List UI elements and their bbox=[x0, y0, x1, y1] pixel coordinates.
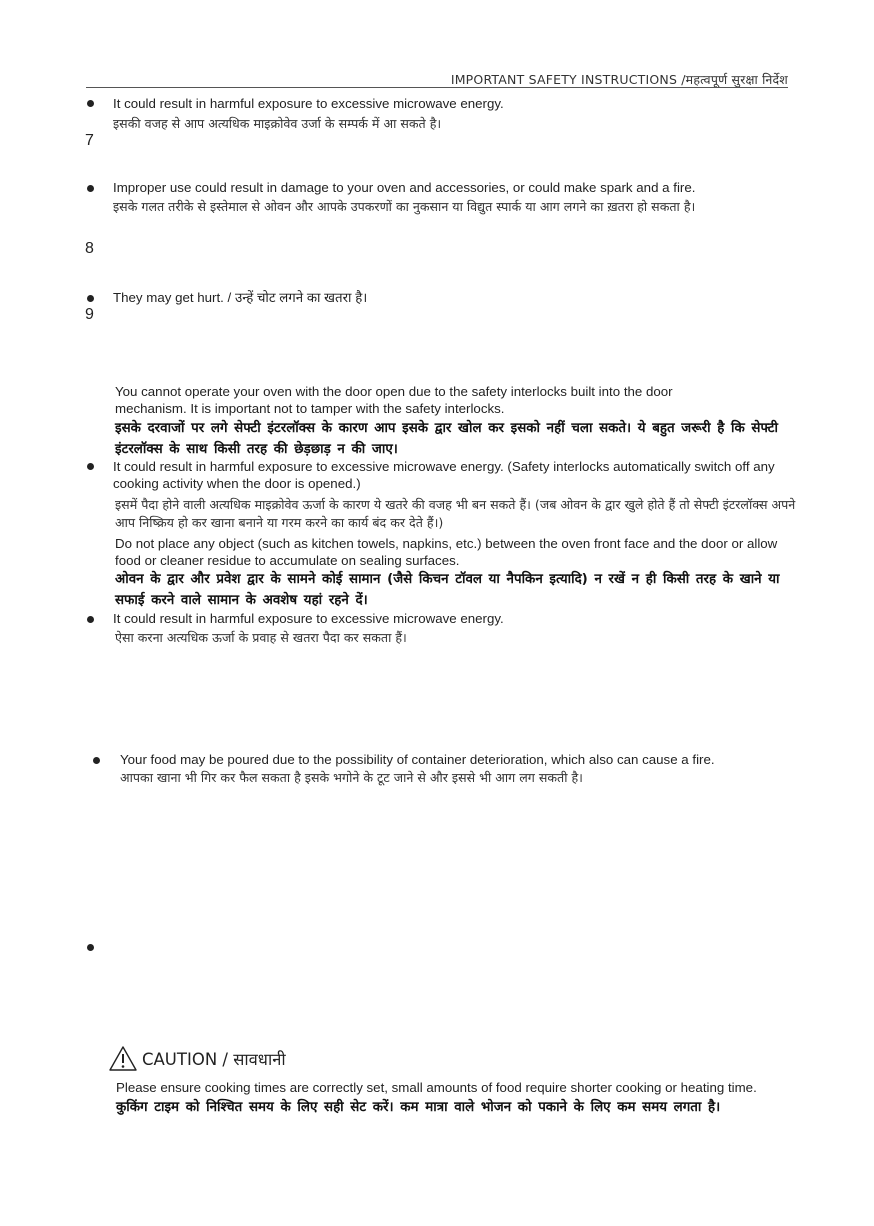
item-number-7: 7 bbox=[85, 132, 94, 149]
item-number-9: 9 bbox=[85, 306, 94, 323]
bullet-icon bbox=[93, 757, 100, 764]
bullet-6-english: Your food may be poured due to the possibility of container deterioration, which also can cause a fire. bbox=[120, 752, 715, 767]
caution-heading bbox=[108, 1043, 286, 1073]
warning-triangle-icon bbox=[108, 1045, 138, 1072]
bullet-2-hindi: इसके गलत तरीके से इस्तेमाल से ओवन और आपके उपकरणों का नुकसान या विद्युत स्पार्क या आग लगने का ख़तरा हो सकता है। bbox=[113, 199, 696, 214]
interlock-paragraph-english: You cannot operate your oven with the door open due to the safety interlocks built into the door mechanism. It is important not to tamper with the safety interlocks. bbox=[115, 384, 673, 416]
caution-text-hindi: कुकिंग टाइम को निश्चित समय के लिए सही सेट करें। कम मात्रा वाले भोजन को पकाने के लिए कम समय लगता है। bbox=[116, 1100, 721, 1115]
bullet-3-text: They may get hurt. / उन्हें चोट लगने का खतरा है। bbox=[113, 290, 368, 305]
bullet-icon bbox=[87, 100, 94, 107]
bullet-icon bbox=[87, 616, 94, 623]
bullet-5-english: It could result in harmful exposure to excessive microwave energy. bbox=[113, 611, 504, 626]
bullet-2-english: Improper use could result in damage to your oven and accessories, or could make spark and a fire. bbox=[113, 180, 696, 195]
bullet-icon bbox=[87, 295, 94, 302]
bullet-icon bbox=[87, 944, 94, 951]
interlock-paragraph-hindi: इसके दरवाजों पर लगे सेफ्टी इंटरलॉक्स के कारण आप इसके द्वार खोल कर इसको नहीं चला सकते। ये बहुत जरूरी है कि सेफ्टी इंटरलॉक्स के साथ किसी तरह की छेड़छाड़ न की जाए। bbox=[115, 421, 778, 457]
bullet-5-hindi: ऐसा करना अत्यधिक ऊर्जा के प्रवाह से खतरा पैदा कर सकता हैं। bbox=[115, 630, 407, 645]
header-divider bbox=[86, 87, 788, 88]
bullet-6-hindi: आपका खाना भी गिर कर फैल सकता है इसके भगोने के टूट जाने से और इससे भी आग लग सकती है। bbox=[120, 770, 583, 785]
caution-text-english: Please ensure cooking times are correctly set, small amounts of food require shorter cooking or heating time. bbox=[116, 1080, 757, 1095]
bullet-icon bbox=[87, 185, 94, 192]
bullet-4-english: It could result in harmful exposure to excessive microwave energy. (Safety interlocks automatically switch off any cooking activity when the door is opened.) bbox=[113, 459, 775, 491]
bullet-1-hindi: इसकी वजह से आप अत्यधिक माइक्रोवेव उर्जा के सम्पर्क में आ सकते है। bbox=[113, 116, 442, 131]
bullet-icon bbox=[87, 463, 94, 470]
sealing-paragraph-hindi: ओवन के द्वार और प्रवेश द्वार के सामने कोई सामान (जैसे किचन टॉवल या नैपकिन इत्यादि) न रखें न ही किसी तरह के खाने या सफाई करने वाले सामान के अवशेष यहां रहने दें। bbox=[115, 572, 780, 608]
item-number-8: 8 bbox=[85, 240, 94, 257]
bullet-1-english: It could result in harmful exposure to excessive microwave energy. bbox=[113, 96, 504, 111]
caution-label: CAUTION / सावधानी bbox=[142, 1049, 286, 1069]
bullet-4-hindi: इसमें पैदा होने वाली अत्यधिक माइक्रोवेव ऊर्जा के कारण ये खतरे की वजह भी बन सकते हैं। (जब ओवन के द्वार खुले होते हैं तो सेफ्टी इंटरलॉक्स अपने आप निष्क्रिय हो कर खाना बनाने या गरम करने का कार्य बंद कर देते हैं।) bbox=[115, 497, 796, 530]
page-header-title: IMPORTANT SAFETY INSTRUCTIONS /महत्वपूर्ण सुरक्षा निर्देश bbox=[450, 72, 788, 87]
sealing-paragraph-english: Do not place any object (such as kitchen towels, napkins, etc.) between the oven front face and the door or allow food or cleaner residue to accumulate on sealing surfaces. bbox=[115, 536, 778, 568]
